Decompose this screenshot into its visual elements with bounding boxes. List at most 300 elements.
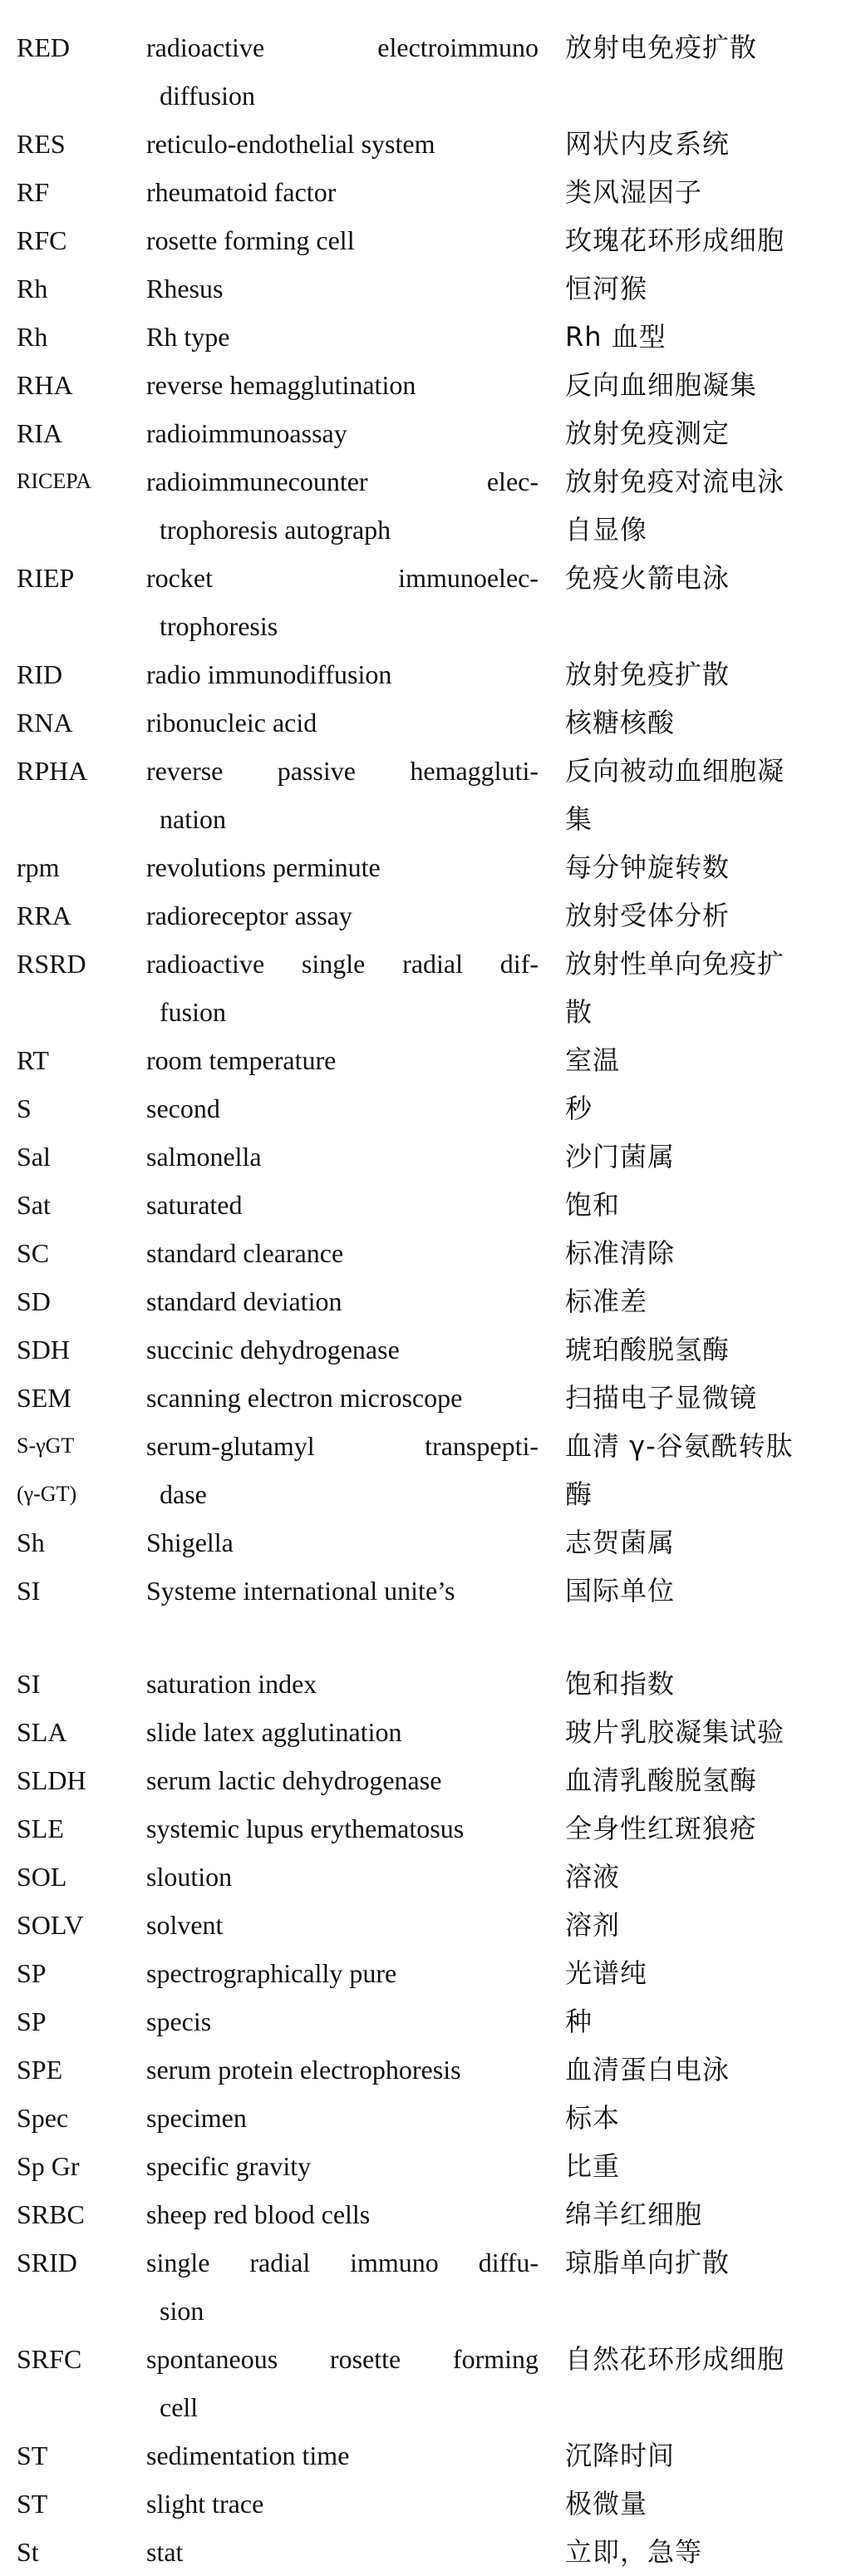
chinese-term-line: 种 (565, 2006, 593, 2037)
abbreviation-text: SI (17, 1576, 41, 1606)
english-term-line: saturated (146, 1190, 243, 1220)
glossary-entry (0, 554, 851, 650)
english-term (126, 1518, 539, 1567)
english-term-line: single radial immuno diffu- (146, 2248, 539, 2277)
chinese-term-line: 极微量 (565, 2488, 648, 2519)
glossary-entry (0, 2046, 851, 2094)
english-term (126, 2480, 539, 2528)
glossary-entry (0, 1567, 851, 1615)
glossary-entry (0, 1518, 851, 1567)
chinese-term (539, 1036, 834, 1084)
english-term-line: radioactive single radial dif- (146, 949, 539, 979)
abbreviation-text: Rh (17, 322, 48, 352)
abbreviation (0, 1084, 126, 1133)
glossary-entry (0, 2190, 851, 2238)
chinese-term-line: 放射免疫测定 (565, 417, 730, 449)
abbreviation (0, 1518, 126, 1567)
english-term-line: standard clearance (146, 1238, 344, 1268)
glossary-entry (0, 1229, 851, 1277)
chinese-term-line: 自显像 (565, 514, 648, 545)
abbreviation (0, 1036, 126, 1084)
abbreviation (0, 2046, 126, 2094)
english-term (126, 264, 539, 313)
glossary-entry (0, 1181, 851, 1229)
english-term (126, 216, 539, 264)
english-term-line: specimen (146, 2103, 247, 2133)
english-term-line: slight trace (146, 2489, 264, 2519)
glossary-entry (0, 168, 851, 216)
abbreviation-text: Rh (17, 274, 48, 303)
english-term (126, 2190, 539, 2238)
chinese-term (539, 264, 834, 313)
abbreviation (0, 891, 126, 940)
english-term-line: radioreceptor assay (146, 901, 352, 930)
abbreviation-text: St (17, 2537, 39, 2567)
english-term (126, 1901, 539, 1949)
abbreviation (0, 2335, 126, 2383)
chinese-term-line: 散 (565, 996, 593, 1028)
abbreviation-text: RRA (17, 901, 71, 930)
glossary-entry (0, 1804, 851, 1853)
abbreviation (0, 457, 126, 506)
abbreviation (0, 1949, 126, 1997)
chinese-term (539, 1518, 834, 1567)
english-term (126, 168, 539, 216)
english-term-line: ribonucleic acid (146, 708, 317, 738)
chinese-term-line: 琼脂单向扩散 (565, 2247, 730, 2278)
glossary-entry (0, 216, 851, 264)
abbreviation-text: RT (17, 1045, 49, 1075)
abbreviation (0, 2094, 126, 2142)
glossary-entry (0, 1708, 851, 1756)
entry-gap (0, 1615, 851, 1660)
english-term (126, 1949, 539, 1997)
abbreviation (0, 168, 126, 216)
english-term-line: radio immunodiffusion (146, 659, 392, 689)
glossary-entry (0, 843, 851, 891)
chinese-term (539, 698, 834, 747)
abbreviation (0, 409, 126, 457)
english-term-line: cell (160, 2392, 199, 2422)
abbreviation-text: rpm (17, 852, 60, 882)
english-term-line: trophoresis (160, 611, 278, 641)
abbreviation (0, 2431, 126, 2480)
chinese-term-line: 玻片乳胶凝集试验 (565, 1716, 785, 1748)
abbreviation-text: SDH (17, 1335, 71, 1364)
abbreviation (0, 1756, 126, 1804)
chinese-term (539, 1133, 834, 1181)
abbreviation (0, 1133, 126, 1181)
chinese-term (539, 843, 834, 891)
english-term (126, 1181, 539, 1229)
abbreviation (0, 120, 126, 168)
chinese-term (539, 2238, 834, 2287)
chinese-term (539, 650, 834, 698)
english-term (126, 843, 539, 891)
abbreviation (0, 1325, 126, 1374)
abbreviation (0, 1277, 126, 1325)
english-term (126, 2335, 539, 2431)
chinese-term (539, 1084, 834, 1133)
glossary-entry (0, 120, 851, 168)
abbreviation (0, 23, 126, 72)
abbreviation (0, 940, 126, 988)
chinese-term (539, 457, 834, 554)
english-term-line: solvent (146, 1910, 224, 1940)
chinese-term-line: 免疫火箭电泳 (565, 562, 730, 594)
english-term-line: sedimentation time (146, 2440, 350, 2470)
chinese-term-line: 反向血细胞凝集 (565, 369, 758, 401)
english-term-line: sloution (146, 1862, 233, 1892)
english-term-line: fusion (160, 997, 226, 1027)
glossary-entry (0, 1036, 851, 1084)
chinese-term-line: 血清蛋白电泳 (565, 2054, 730, 2085)
chinese-term-line: 沙门菌属 (565, 1141, 676, 1172)
english-term (126, 554, 539, 650)
abbreviation-text: SC (17, 1238, 50, 1268)
chinese-term-line: 每分钟旋转数 (565, 851, 730, 883)
abbreviation-text: RF (17, 177, 50, 207)
abbreviation-alt-text: (γ-GT) (17, 1482, 77, 1506)
chinese-term (539, 940, 834, 1036)
abbreviation-text: S-γGT (17, 1434, 75, 1458)
english-term-line: reverse hemagglutination (146, 370, 416, 400)
chinese-term-line: 比重 (565, 2150, 621, 2182)
chinese-term-line: 标本 (565, 2102, 621, 2134)
english-term (126, 1660, 539, 1708)
chinese-term (539, 2431, 834, 2480)
chinese-term (539, 1660, 834, 1708)
abbreviation-text: Sp Gr (17, 2151, 80, 2181)
english-term (126, 891, 539, 940)
english-term-line: systemic lupus erythematosus (146, 1814, 465, 1843)
english-term (126, 2528, 539, 2576)
abbreviation (0, 313, 126, 361)
chinese-term-line: 溶液 (565, 1861, 621, 1893)
chinese-term (539, 1949, 834, 1997)
english-term-line: second (146, 1093, 220, 1123)
abbreviation-text: RID (17, 659, 63, 689)
chinese-term (539, 1374, 834, 1422)
chinese-term-line: 恒河猴 (565, 273, 648, 304)
abbreviation-text: S (17, 1093, 32, 1123)
abbreviation-text: SRBC (17, 2199, 85, 2229)
english-term-line: revolutions perminute (146, 852, 381, 882)
chinese-term-line: 琥珀酸脱氢酶 (565, 1334, 730, 1365)
english-term-line: serum protein electrophoresis (146, 2055, 461, 2085)
chinese-term-line: 国际单位 (565, 1575, 676, 1606)
abbreviation-text: RED (17, 32, 70, 62)
chinese-term (539, 2480, 834, 2528)
chinese-term (539, 409, 834, 457)
abbreviation (0, 1804, 126, 1853)
english-term (126, 1997, 539, 2046)
english-term (126, 747, 539, 843)
chinese-term-line: 放射电免疫扩散 (565, 32, 758, 63)
abbreviation (0, 2142, 126, 2190)
abbreviation-text: SI (17, 1669, 41, 1699)
chinese-term-line: 放射性单向免疫扩 (565, 948, 785, 980)
chinese-term (539, 554, 834, 602)
glossary-entry (0, 698, 851, 747)
abbreviation-text: Sat (17, 1190, 51, 1220)
glossary-entry (0, 23, 851, 120)
glossary-entry (0, 2238, 851, 2335)
abbreviation-text: SOL (17, 1862, 67, 1892)
abbreviation (0, 1853, 126, 1901)
chinese-term (539, 313, 834, 361)
abbreviation-text: RES (17, 129, 66, 159)
chinese-term (539, 1181, 834, 1229)
abbreviation (0, 747, 126, 795)
glossary-entry (0, 2335, 851, 2431)
abbreviation-text: Sal (17, 1142, 51, 1172)
english-term (126, 1277, 539, 1325)
glossary-entry (0, 1660, 851, 1708)
glossary-entry (0, 2094, 851, 2142)
chinese-term-line: 反向被动血细胞凝 (565, 755, 785, 787)
abbreviation-text: RIA (17, 418, 63, 448)
chinese-term-line: 标准差 (565, 1286, 648, 1317)
chinese-term (539, 2528, 834, 2576)
english-term-line: serum lactic dehydrogenase (146, 1765, 442, 1795)
chinese-term-line: 溶剂 (565, 1909, 621, 1941)
chinese-term-line: 光谱纯 (565, 1957, 648, 1989)
glossary-entry (0, 1277, 851, 1325)
abbreviation-text: SRID (17, 2248, 77, 2277)
chinese-term (539, 2190, 834, 2238)
english-term (126, 23, 539, 120)
abbreviation-text: ST (17, 2440, 48, 2470)
abbreviation-text: SD (17, 1286, 51, 1316)
abbreviation-text: Sh (17, 1527, 45, 1557)
glossary-entry (0, 2142, 851, 2190)
abbreviation (0, 843, 126, 891)
glossary-entry (0, 264, 851, 313)
glossary-entry (0, 1084, 851, 1133)
abbreviation (0, 2528, 126, 2576)
english-term (126, 2142, 539, 2190)
glossary-entry (0, 1997, 851, 2046)
glossary-entry (0, 891, 851, 940)
glossary-entry (0, 940, 851, 1036)
english-term-line: salmonella (146, 1142, 262, 1172)
english-term-line: dase (160, 1479, 207, 1509)
english-term (126, 1133, 539, 1181)
abbreviation-text: RICEPA (17, 469, 92, 493)
glossary-entry (0, 1853, 851, 1901)
chinese-term-line: 志贺菌属 (565, 1527, 676, 1558)
abbreviation (0, 1181, 126, 1229)
english-term-line: serum-glutamyl transpepti- (146, 1431, 539, 1461)
english-term-line: rocket immunoelec- (146, 563, 539, 593)
chinese-term (539, 2142, 834, 2190)
english-term-line: sion (160, 2296, 204, 2326)
chinese-term-line: Rh 血型 (565, 321, 667, 353)
chinese-term (539, 2046, 834, 2094)
glossary-entry (0, 1374, 851, 1422)
chinese-term (539, 1567, 834, 1615)
english-term (126, 1229, 539, 1277)
abbreviation-text: RPHA (17, 756, 88, 786)
english-term-line: Rh type (146, 322, 230, 352)
abbreviation (0, 698, 126, 747)
chinese-term (539, 2335, 834, 2383)
abbreviation-text: RNA (17, 708, 73, 738)
english-term-line: stat (146, 2537, 184, 2567)
english-term-line: nation (160, 804, 226, 834)
chinese-term (539, 1997, 834, 2046)
abbreviation-text: SLE (17, 1814, 64, 1843)
chinese-term-line: 扫描电子显微镜 (565, 1382, 758, 1414)
abbreviation (0, 2190, 126, 2238)
chinese-term (539, 747, 834, 843)
chinese-term-line: 自然花环形成细胞 (565, 2343, 785, 2375)
english-term-line: saturation index (146, 1669, 317, 1699)
english-term-line: Shigella (146, 1527, 234, 1557)
english-term (126, 1422, 539, 1518)
english-term (126, 2431, 539, 2480)
abbreviation-text: SP (17, 2006, 47, 2036)
english-term (126, 457, 539, 554)
english-term-line: scanning electron microscope (146, 1383, 463, 1413)
chinese-term-line: 类风湿因子 (565, 176, 703, 208)
chinese-term (539, 1901, 834, 1949)
english-term (126, 1853, 539, 1901)
english-term (126, 940, 539, 1036)
chinese-term (539, 216, 834, 264)
english-term-line: reverse passive hemaggluti- (146, 756, 539, 786)
english-term (126, 1374, 539, 1422)
abbreviation (0, 1229, 126, 1277)
chinese-term-line: 标准清除 (565, 1237, 676, 1269)
english-term (126, 650, 539, 698)
chinese-term-line: 室温 (565, 1044, 621, 1076)
abbreviation (0, 554, 126, 602)
english-term-line: radioimmunoassay (146, 418, 347, 448)
abbreviation-list (0, 23, 851, 2576)
abbreviation (0, 1901, 126, 1949)
english-term (126, 1567, 539, 1615)
abbreviation-text: RSRD (17, 949, 86, 979)
abbreviation (0, 361, 126, 409)
abbreviation-text: SLDH (17, 1765, 86, 1795)
chinese-term-line: 放射免疫对流电泳 (565, 466, 785, 497)
chinese-term (539, 1229, 834, 1277)
abbreviation (0, 650, 126, 698)
glossary-entry (0, 2480, 851, 2528)
glossary-entry (0, 747, 851, 843)
chinese-term-line: 沉降时间 (565, 2440, 676, 2471)
english-term-line: Rhesus (146, 274, 224, 303)
chinese-term (539, 168, 834, 216)
abbreviation (0, 2238, 126, 2287)
english-term (126, 409, 539, 457)
abbreviation-text: RFC (17, 225, 67, 255)
english-term-line: radioimmunecounter elec- (146, 466, 539, 496)
english-term-line: reticulo-endothelial system (146, 129, 435, 159)
english-term-line: trophoresis autograph (160, 515, 391, 545)
english-term-line: succinic dehydrogenase (146, 1335, 400, 1364)
glossary-entry (0, 1422, 851, 1518)
english-term (126, 1756, 539, 1804)
abbreviation (0, 2480, 126, 2528)
abbreviation-text: SPE (17, 2055, 63, 2085)
english-term (126, 1084, 539, 1133)
chinese-term-line: 放射受体分析 (565, 900, 730, 931)
english-term (126, 698, 539, 747)
abbreviation-text: SEM (17, 1383, 71, 1413)
glossary-entry (0, 650, 851, 698)
glossary-entry (0, 409, 851, 457)
chinese-term-line: 核糖核酸 (565, 707, 676, 738)
abbreviation (0, 1567, 126, 1615)
abbreviation (0, 1708, 126, 1756)
english-term-line: specific gravity (146, 2151, 312, 2181)
english-term-line: standard deviation (146, 1286, 342, 1316)
english-term (126, 2046, 539, 2094)
chinese-term-line: 酶 (565, 1478, 593, 1510)
glossary-entry (0, 1901, 851, 1949)
chinese-term-line: 立即，急等 (565, 2536, 703, 2568)
abbreviation-text: Spec (17, 2103, 69, 2133)
english-term-line: spontaneous rosette forming (146, 2344, 539, 2374)
english-term-line: rheumatoid factor (146, 177, 337, 207)
chinese-term (539, 1325, 834, 1374)
chinese-term-line: 绵羊红细胞 (565, 2198, 703, 2230)
chinese-term (539, 1708, 834, 1756)
chinese-term (539, 120, 834, 168)
abbreviation (0, 216, 126, 264)
english-term-line: radioactive electroimmuno (146, 32, 539, 62)
chinese-term-line: 秒 (565, 1093, 593, 1124)
chinese-term-line: 网状内皮系统 (565, 128, 730, 160)
english-term (126, 1708, 539, 1756)
chinese-term-line: 全身性红斑狼疮 (565, 1813, 758, 1844)
english-term (126, 2238, 539, 2335)
english-term (126, 1804, 539, 1853)
english-term-line: Systeme international unite’s (146, 1576, 455, 1606)
glossary-entry (0, 2431, 851, 2480)
english-term (126, 313, 539, 361)
abbreviation-text: RIEP (17, 563, 75, 593)
english-term-line: slide latex agglutination (146, 1717, 402, 1747)
chinese-term (539, 1804, 834, 1853)
glossary-entry (0, 313, 851, 361)
english-term-line: spectrographically pure (146, 1958, 397, 1988)
english-term (126, 361, 539, 409)
english-term-line: room temperature (146, 1045, 337, 1075)
glossary-entry (0, 2528, 851, 2576)
chinese-term (539, 1853, 834, 1901)
abbreviation-text: SLA (17, 1717, 67, 1747)
abbreviation (0, 264, 126, 313)
chinese-term (539, 2094, 834, 2142)
english-term (126, 1325, 539, 1374)
chinese-term (539, 23, 834, 72)
abbreviation (0, 1997, 126, 2046)
glossary-entry (0, 1133, 851, 1181)
chinese-term-line: 放射免疫扩散 (565, 659, 730, 690)
abbreviation-text: RHA (17, 370, 73, 400)
english-term (126, 120, 539, 168)
chinese-term-line: 血清乳酸脱氢酶 (565, 1764, 758, 1796)
english-term-line: sheep red blood cells (146, 2199, 371, 2229)
english-term-line: diffusion (160, 81, 255, 111)
english-term-line: specis (146, 2006, 212, 2036)
chinese-term (539, 1756, 834, 1804)
chinese-term (539, 1277, 834, 1325)
